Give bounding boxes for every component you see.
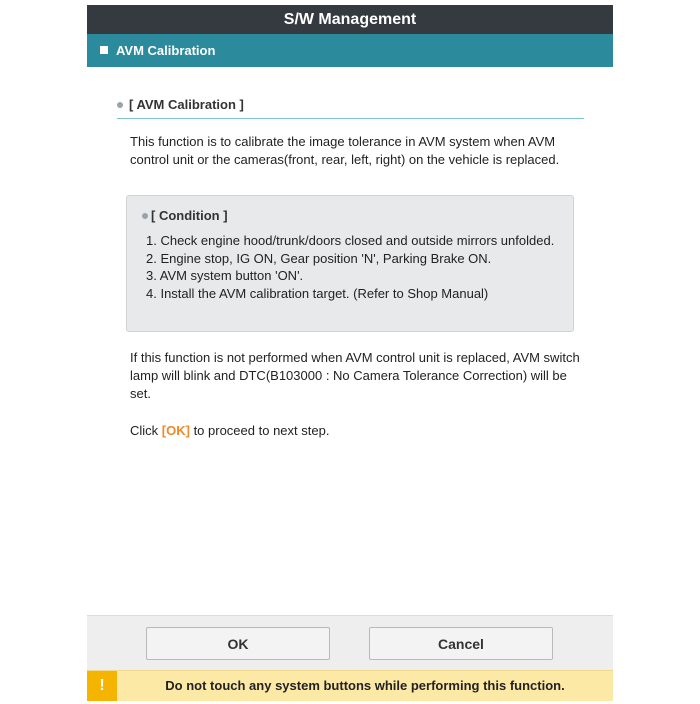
sw-management-window — [87, 5, 613, 700]
button-bar — [87, 615, 613, 671]
sub-header-divider — [117, 118, 584, 119]
sub-header-label: [ AVM Calibration ] — [129, 97, 244, 112]
content-area — [87, 67, 613, 615]
condition-box — [126, 195, 574, 332]
condition-list — [146, 232, 556, 302]
condition-title — [142, 208, 228, 223]
condition-item: 4. Install the AVM calibration target. (Refer to Shop Manual) — [146, 285, 489, 301]
warning-icon: ! — [87, 671, 117, 701]
instruction-text — [130, 422, 585, 440]
condition-title-label: [ Condition ] — [151, 208, 228, 223]
warning-text: Do not touch any system buttons while performing this function. — [165, 678, 565, 693]
bullet-dot-icon — [142, 213, 148, 219]
section-header — [87, 34, 613, 67]
intro-text: This function is to calibrate the image tolerance in AVM system when AVM control unit or the cameras(front, rear, left, right) on the vehicle is replaced. — [130, 134, 560, 167]
instruction-suffix: to proceed to next step. — [189, 423, 330, 438]
sub-header — [117, 97, 244, 112]
square-bullet-icon — [100, 46, 108, 54]
condition-item: 1. Check engine hood/trunk/doors closed and outside mirrors unfolded. — [146, 233, 555, 248]
cancel-button[interactable]: Cancel — [369, 627, 553, 660]
warning-banner — [87, 670, 613, 701]
condition-item: 3. AVM system button 'ON'. — [146, 268, 304, 283]
note-text: If this function is not performed when AVM control unit is replaced, AVM switch lamp will blink and DTC(B103000 : No Camera Tolerance Correction) will be set. — [130, 350, 580, 401]
instruction-ok-emphasis: [OK] — [161, 423, 190, 438]
condition-item: 2. Engine stop, IG ON, Gear position 'N', Parking Brake ON. — [146, 250, 492, 266]
window-title: S/W Management — [87, 5, 613, 34]
bullet-dot-icon — [117, 102, 123, 108]
instruction-prefix: Click — [130, 423, 162, 438]
section-title: AVM Calibration — [116, 43, 216, 58]
ok-button[interactable]: OK — [146, 627, 330, 660]
